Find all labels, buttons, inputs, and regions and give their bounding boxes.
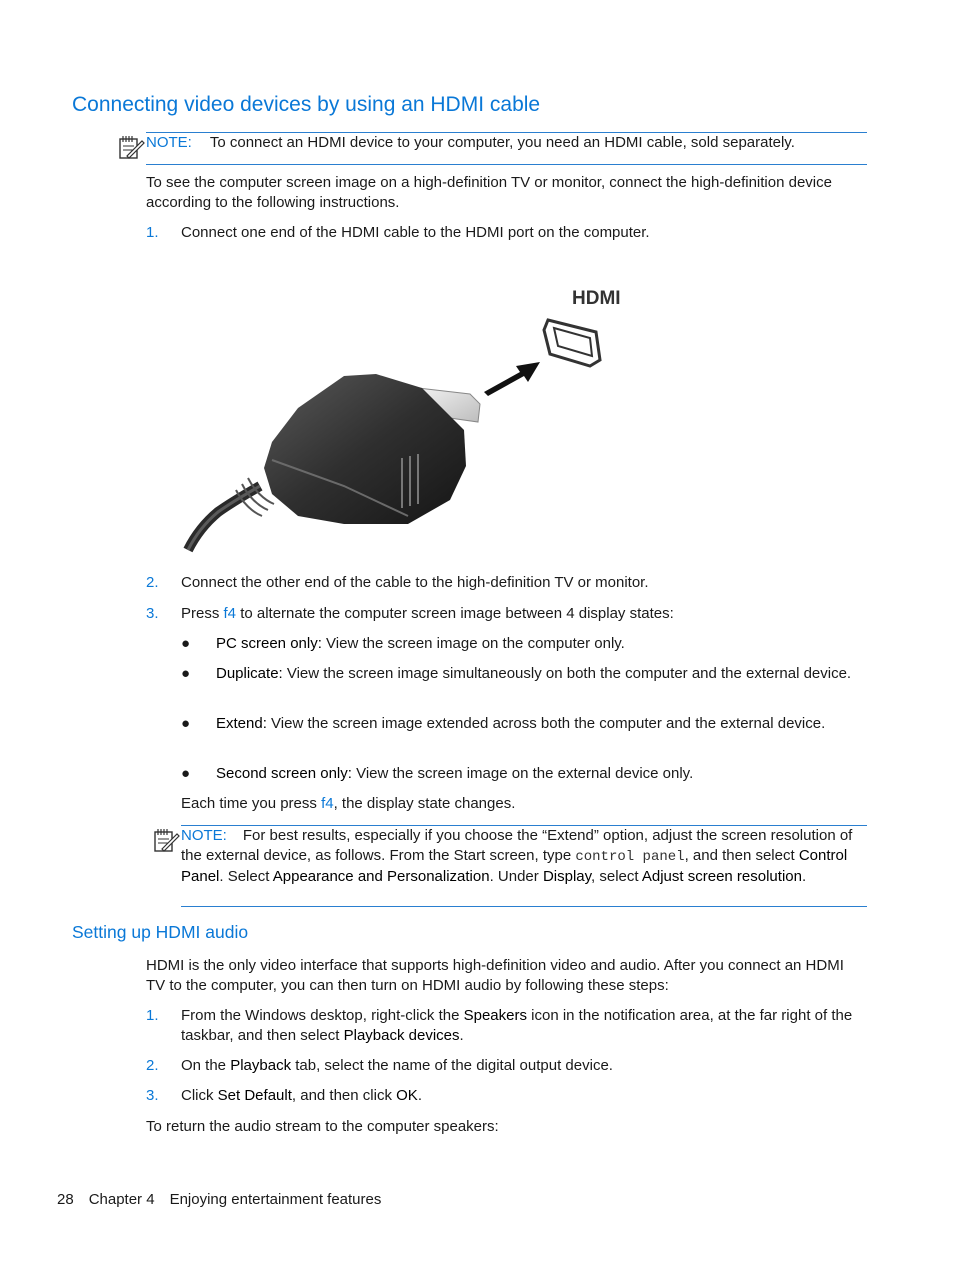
ui-term: Playback <box>230 1057 292 1074</box>
state-text: View the screen image simultaneously on both the computer and the external device. <box>282 665 852 682</box>
bullet-icon: ● <box>181 765 191 782</box>
step-number: 2. <box>146 574 159 591</box>
step-text: Connect one end of the HDMI cable to the HDMI port on the computer. <box>181 224 650 241</box>
note-text: , select <box>591 868 642 885</box>
list-item-text <box>216 764 861 784</box>
step-item <box>146 1056 861 1076</box>
state-label: PC screen only: <box>216 635 322 652</box>
step-text-part: , and then click <box>291 1087 397 1104</box>
key-f4: f4 <box>223 605 237 622</box>
state-label: Second screen only: <box>216 765 352 782</box>
note-text: To connect an HDMI device to your computer, you need an HDMI cable, sold separately. <box>209 134 795 151</box>
paragraph-text: Each time you press <box>181 795 322 812</box>
key-f4: f4 <box>321 795 334 812</box>
note-text: . <box>801 868 807 885</box>
list-item-text <box>216 714 861 734</box>
ui-term: Speakers <box>463 1007 527 1024</box>
list-item <box>181 634 861 654</box>
step-text-part: Press <box>181 605 224 622</box>
step-text-part: . <box>459 1026 464 1044</box>
state-label: Duplicate: <box>216 665 283 682</box>
intro-paragraph: To see the computer screen image on a high-definition TV or monitor, connect the high-definition device according to the following instructions. <box>146 174 832 211</box>
step-text-part: to alternate the computer screen image between 4 display states: <box>236 605 674 622</box>
step-text <box>181 604 861 624</box>
step-item <box>146 1006 861 1045</box>
code-text: control panel <box>575 848 685 865</box>
note-box <box>181 825 867 907</box>
step-item <box>146 1086 861 1106</box>
note-icon <box>153 827 181 853</box>
note-label: NOTE: <box>181 827 227 844</box>
hdmi-port-icon <box>544 320 600 366</box>
page-title: Connecting video devices by using an HDMI cable <box>72 93 541 116</box>
list-item <box>181 764 861 784</box>
step-item <box>146 223 861 243</box>
state-text: View the screen image extended across both the computer and the external device. <box>266 715 826 732</box>
step-text-part: icon in the notification area, at the far right of the taskbar, and then select <box>181 1007 853 1044</box>
note-text: , and then select <box>684 846 799 864</box>
ui-term: Set Default <box>217 1087 292 1104</box>
state-text: View the screen image on the computer only. <box>321 635 625 652</box>
each-time-paragraph <box>181 794 861 814</box>
hdmi-connection-illustration <box>176 280 636 560</box>
step-text-part: Click <box>181 1087 218 1104</box>
step-number: 1. <box>146 224 159 241</box>
state-label: Extend: <box>216 715 267 732</box>
note-text: For best results, especially if you choose the “Extend” option, adjust the screen resolution of the external device, as follows. From the Start screen, type <box>181 827 853 864</box>
step-text-part: On the <box>181 1057 231 1074</box>
ui-term: Adjust screen resolution <box>641 868 802 885</box>
ui-term: OK <box>396 1087 418 1104</box>
arrow-icon <box>484 362 540 396</box>
note-label: NOTE: <box>146 134 192 151</box>
step-text: Connect the other end of the cable to the high-definition TV or monitor. <box>181 574 649 591</box>
step-text-part: From the Windows desktop, right-click the <box>181 1007 464 1024</box>
step-number: 2. <box>146 1057 159 1074</box>
bullet-icon: ● <box>181 665 191 682</box>
step-item <box>146 573 861 593</box>
note-box <box>146 132 867 165</box>
ui-term: Playback devices <box>343 1026 460 1044</box>
ui-term: Appearance and Personalization <box>272 868 490 885</box>
step-text-part: . <box>417 1087 422 1104</box>
page-footer <box>57 1190 396 1210</box>
list-item-text <box>216 664 861 684</box>
step-text <box>181 1006 861 1045</box>
page-number: 28 <box>57 1191 74 1208</box>
note-text: . Under <box>489 868 543 885</box>
list-item-text <box>216 634 861 654</box>
step-number: 3. <box>146 605 159 622</box>
step-item <box>146 604 861 624</box>
section-title: Setting up HDMI audio <box>72 922 249 942</box>
list-item <box>181 714 861 734</box>
hdmi-plug <box>188 374 480 550</box>
step-number: 1. <box>146 1007 159 1024</box>
step-text-part: tab, select the name of the digital output device. <box>291 1057 613 1074</box>
port-label: HDMI <box>572 288 621 309</box>
return-paragraph: To return the audio stream to the computer speakers: <box>146 1118 499 1135</box>
list-item <box>181 664 861 684</box>
ui-term: Display <box>542 868 592 885</box>
step-text <box>181 1086 861 1106</box>
note-text: . Select <box>219 868 273 885</box>
audio-intro-paragraph: HDMI is the only video interface that supports high-definition video and audio. After you connect an HDMI TV to the computer, you can then turn on HDMI audio by following these steps: <box>146 957 844 994</box>
ui-term: Control Panel <box>181 846 848 885</box>
chapter-title: Enjoying entertainment features <box>169 1191 382 1208</box>
chapter-label: Chapter 4 <box>88 1191 155 1208</box>
step-text <box>181 1056 861 1076</box>
paragraph-text: , the display state changes. <box>333 795 516 812</box>
note-icon <box>118 134 146 160</box>
state-text: View the screen image on the external device only. <box>351 765 694 782</box>
step-number: 3. <box>146 1087 159 1104</box>
bullet-icon: ● <box>181 635 191 652</box>
bullet-icon: ● <box>181 715 191 732</box>
